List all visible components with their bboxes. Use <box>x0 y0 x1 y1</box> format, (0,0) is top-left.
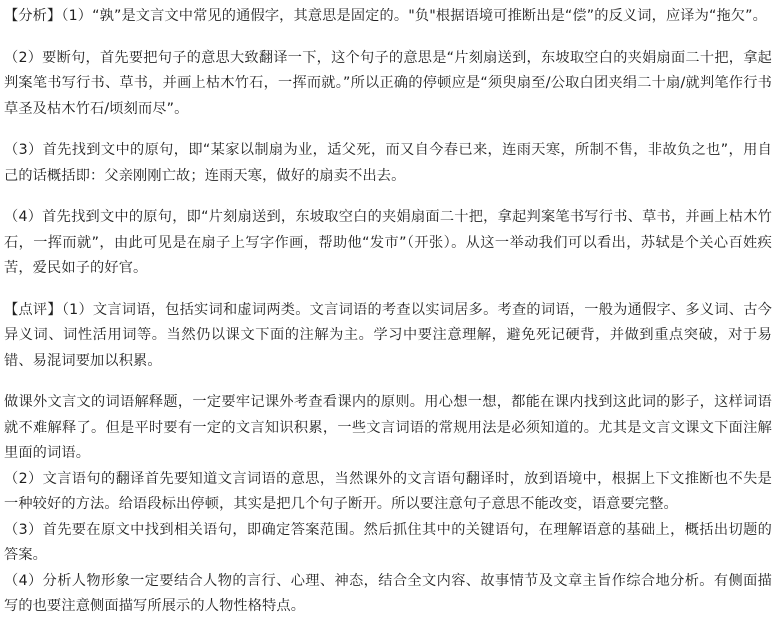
comment-item-3: （3）首先要在原文中找到相关语句，即确定答案范围。然后抓住其中的关键语句，在理解语意的基础上，概括出切题的答案。 <box>4 521 772 563</box>
comment-tag: 【点评】 <box>4 301 62 318</box>
analysis-item-3: （3）首先找到文中的原句，即“某家以制扇为业，适父死，而又自今春已来，连雨天寒，所制不售，非故负之也”，用自己的话概括即：父亲刚刚亡故；连雨天寒，做好的扇卖不出去。 <box>4 142 772 184</box>
comment-paragraph-1 <box>4 298 772 375</box>
analysis-item-2: （2）要断句，首先要把句子的意思大致翻译一下，这个句子的意思是“片刻扇送到，东坡取空白的夹娟扇面二十把，拿起判案笔书写行书、草书，并画上枯木竹石，一挥而就。”所以正确的停顿应是“须臾扇至/公取白团夹绢二十扇/就判笔作行书草圣及枯木竹石/顷刻而尽”。 <box>4 49 772 117</box>
comment-item-1: （1）文言词语，包括实词和虚词两类。文言词语的考查以实词居多。考查的词语，一般为通假字、多义词、古今异义词、词性活用词等。当然仍以课文下面的注解为主。学习中要注意理解，避免死记硬背，并做到重点突破，对于易错、易混词要加以积累。 <box>4 301 772 369</box>
comment-item-4: （4）分析人物形象一定要结合人物的言行、心理、神态，结合全文内容、故事情节及文章主旨作综合地分析。有侧面描写的也要注意侧面描写所展示的人物性格特点。 <box>4 572 772 614</box>
analysis-paragraph-1 <box>4 4 772 30</box>
analysis-item-1: （1）“孰”是文言文中常见的通假字，其意思是固定的。"负"根据语境可推断出是“偿”的反义词，应译为“拖欠”。 <box>61 8 767 24</box>
comment-item-2: （2）文言语句的翻译首先要知道文言词语的意思，当然课外的文言语句翻译时，放到语境中，根据上下文推断也不失是一种较好的方法。给语段标出停顿，其实是把几个句子断开。所以要注意句子意思不能改变，语意要完整。 <box>4 470 772 512</box>
analysis-item-4: （4）首先找到文中的原句，即“片刻扇送到，东坡取空白的夹娟扇面二十把，拿起判案笔书写行书、草书，并画上枯木竹石，一挥而就”，由此可见是在扇子上写字作画，帮助他“发市”（开张）。从这一举动我们可以看出，苏轼是个关心百姓疾苦，爱民如子的好官。 <box>4 209 772 276</box>
analysis-tag: 【分析】 <box>4 8 62 24</box>
comment-extra-paragraph: 做课外文言文的词语解释题，一定要牢记课外考查看课内的原则。用心想一想，都能在课内找到这此词的影子，这样词语就不难解释了。但是平时要有一定的文言知识积累，一些文言词语的常规用法是必须知道的。尤其是文言文课文下面注解里面的词语。 <box>4 394 772 461</box>
